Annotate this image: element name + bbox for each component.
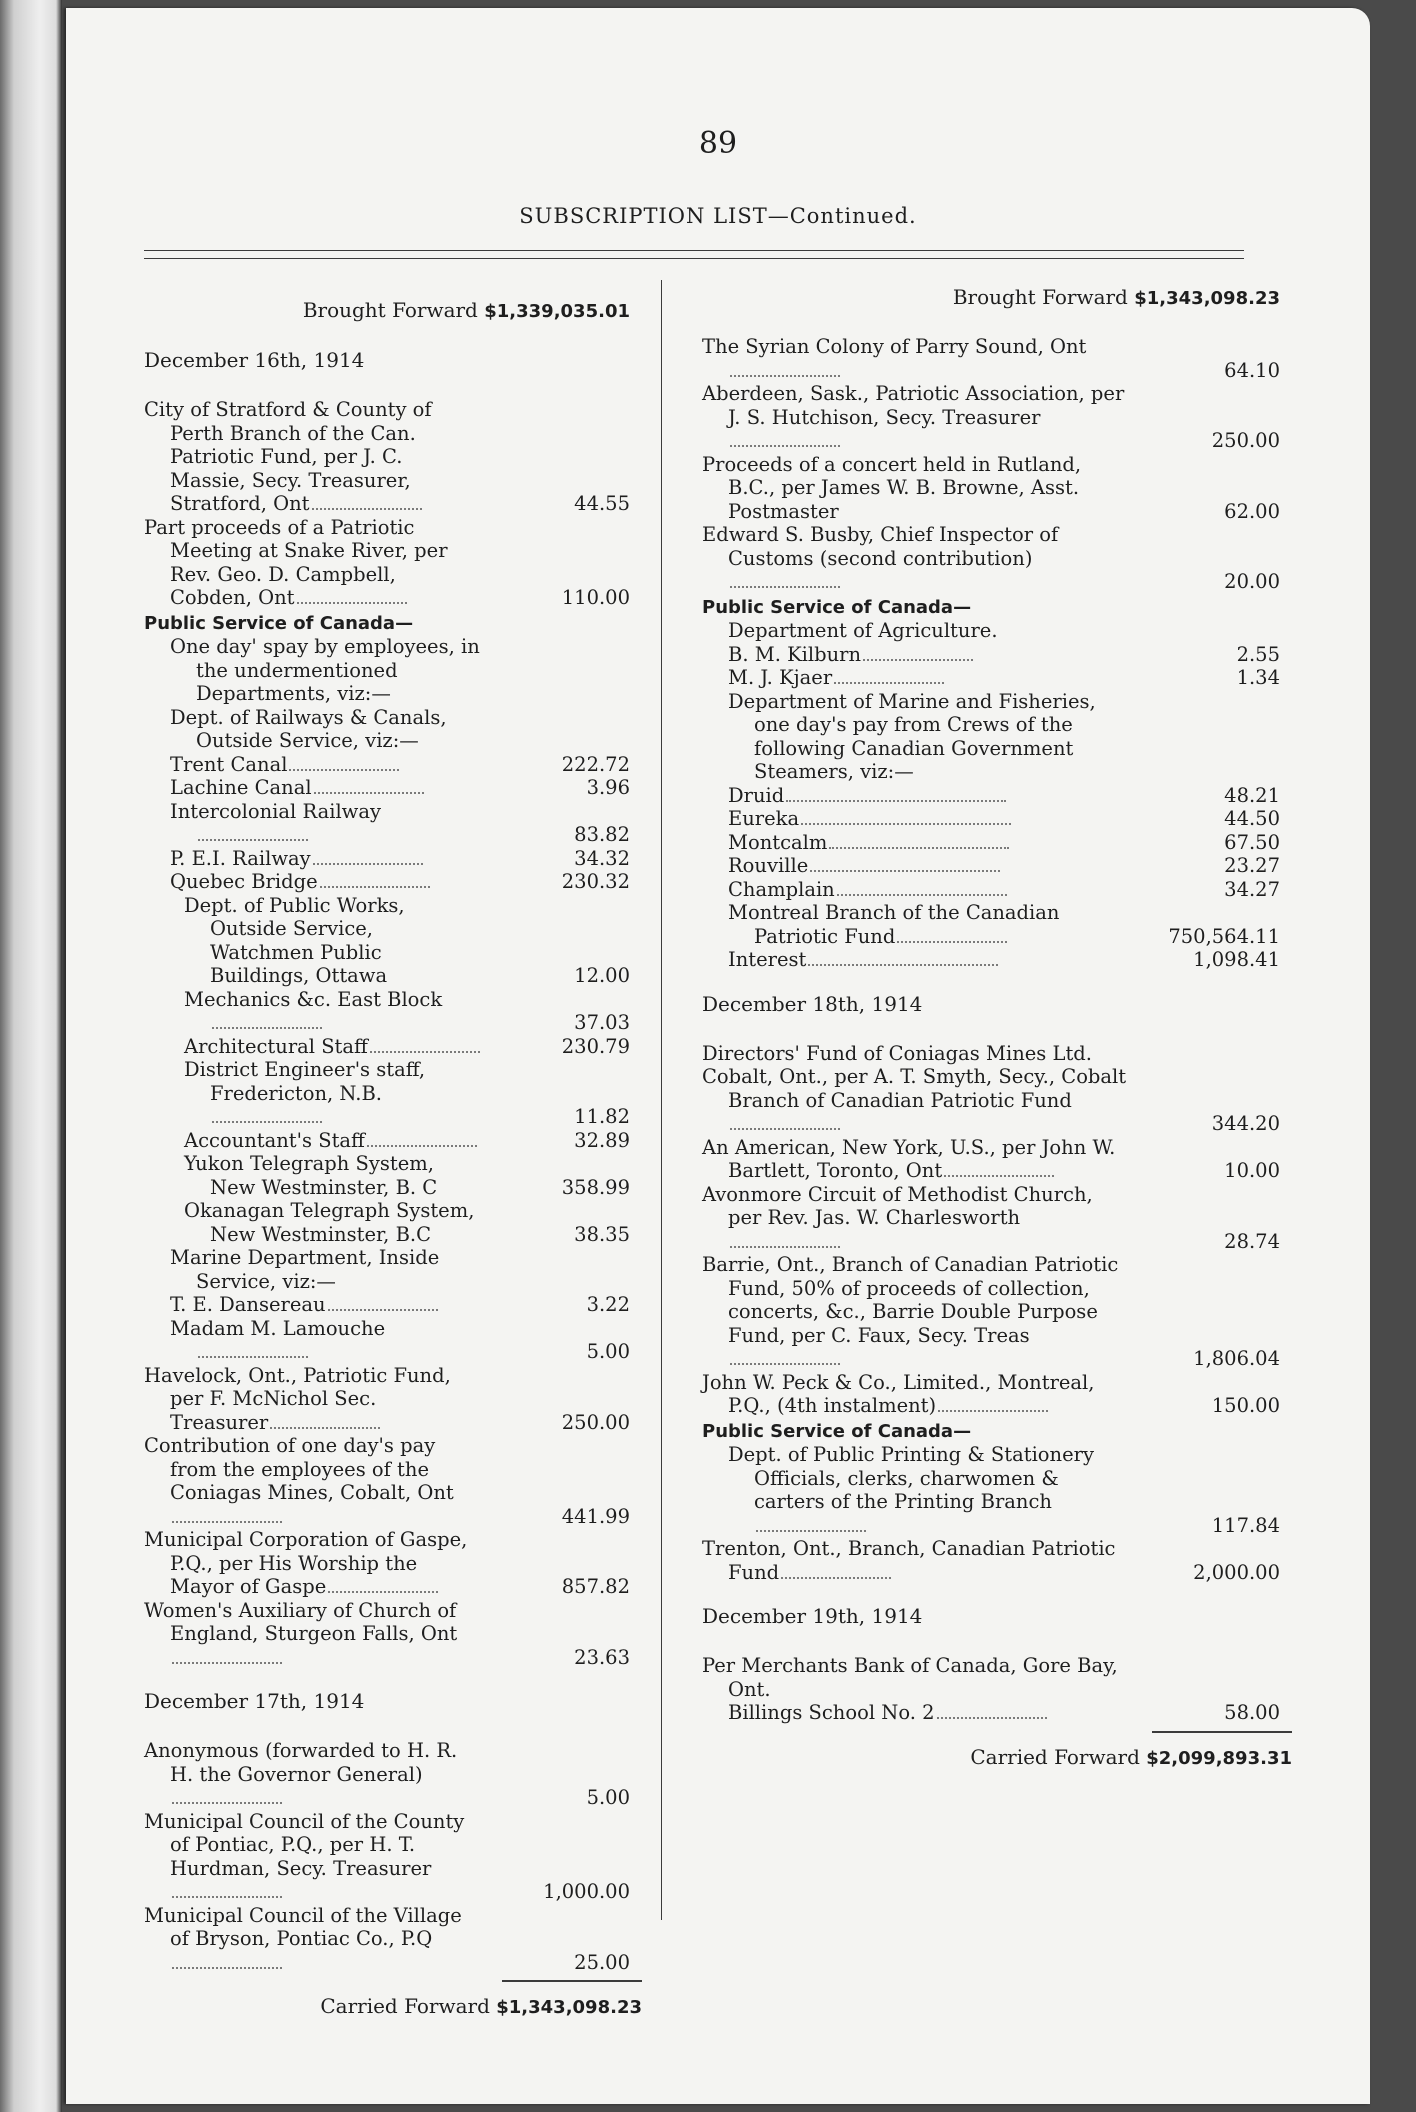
list-item: Municipal Council of the County of Pontiac, P.Q., per H. T. Hurdman, Secy. Treasurer 1,000.00: [144, 1809, 630, 1903]
list-item: Department of Agriculture.: [728, 619, 998, 642]
list-item: Municipal Council of the Village of Bryson, Pontiac Co., P.Q 25.00: [144, 1903, 630, 1974]
list-item: Barrie, Ont., Branch of Canadian Patriotic Fund, 50% of proceeds of collection, concerts, &c., Barrie Double Purpose Fund, per C. Faux, Secy. Treas 1,806.04: [702, 1253, 1280, 1370]
total-rule: [1152, 1731, 1292, 1733]
list-item: Dept. of Public Works, Outside Service, Watchmen Public Buildings, Ottawa 12.00: [184, 893, 630, 987]
list-item: Montreal Branch of the Canadian Patriotic Fund 750,564.11: [728, 901, 1280, 948]
list-item: Edward S. Busby, Chief Inspector of Customs (second contribution) 20.00: [702, 523, 1280, 593]
list-item: Proceeds of a concert held in Rutland, B.C., per James W. B. Browne, Asst. Postmaster 62.00: [702, 452, 1280, 523]
list-item: Eureka 44.50: [728, 807, 1280, 830]
list-item: Interest 1,098.41: [728, 948, 1280, 971]
list-item: B. M. Kilburn 2.55: [728, 642, 1280, 666]
list-item: Department of Marine and Fisheries, one day's pay from Crews of the following Canadian Government Steamers, viz:—: [728, 689, 1096, 783]
list-item: Intercolonial Railway 83.82: [170, 799, 630, 846]
list-item: Madam M. Lamouche 5.00: [170, 1316, 630, 1363]
list-item: An American, New York, U.S., per John W. Bartlett, Toronto, Ont 10.00: [702, 1135, 1280, 1182]
date-heading: December 17th, 1914: [144, 1689, 365, 1713]
carried-forward: Carried Forward $2,099,893.31: [970, 1744, 1292, 1769]
right-column: [702, 285, 1304, 1769]
list-item: Quebec Bridge 230.32: [170, 870, 630, 893]
list-item: City of Stratford & County of Perth Branch of the Can. Patriotic Fund, per J. C. Massie, Secy. Treasurer, Stratford, Ont 44.55: [144, 398, 630, 515]
facing-page-edge: [0, 0, 62, 2112]
list-item: Lachine Canal 3.96: [170, 776, 630, 799]
list-item: Montcalm 67.50: [728, 830, 1280, 854]
left-column: [144, 298, 654, 2018]
page-number: 89: [698, 126, 738, 161]
brought-forward: Brought Forward $1,343,098.23: [952, 285, 1280, 309]
list-item: P. E.I. Railway 34.32: [170, 846, 630, 870]
list-item: Dept. of Railways & Canals, Outside Service, viz:—: [170, 705, 447, 752]
top-rule-2: [144, 258, 1244, 259]
list-item: Accountant's Staff 32.89: [184, 1128, 630, 1152]
top-rule: [144, 250, 1244, 251]
list-item: Okanagan Telegraph System, New Westminster, B.C 38.35: [184, 1199, 630, 1246]
list-item: Avonmore Circuit of Methodist Church, per Rev. Jas. W. Charlesworth 28.74: [702, 1182, 1280, 1253]
list-item: Part proceeds of a Patriotic Meeting at Snake River, per Rev. Geo. D. Campbell, Cobden, Ont 110.00: [144, 515, 630, 609]
carried-forward: Carried Forward $1,343,098.23: [320, 1994, 642, 2018]
list-item: Champlain 34.27: [728, 877, 1280, 901]
date-heading: December 18th, 1914: [702, 991, 923, 1016]
list-item: Druid 48.21: [728, 783, 1280, 807]
list-item: John W. Peck & Co., Limited., Montreal, P.Q., (4th instalment) 150.00: [702, 1370, 1280, 1417]
total-rule: [502, 1980, 642, 1982]
column-divider: [661, 280, 662, 1920]
list-item: Mechanics &c. East Block 37.03: [184, 987, 630, 1034]
document-page: [66, 8, 1370, 2104]
list-item: Trenton, Ont., Branch, Canadian Patriotic Fund 2,000.00: [702, 1537, 1280, 1584]
list-item: Marine Department, Inside Service, viz:—: [170, 1246, 440, 1293]
list-item: Women's Auxiliary of Church of England, Sturgeon Falls, Ont 23.63: [144, 1598, 630, 1669]
list-item: Billings School No. 2 58.00: [728, 1701, 1280, 1724]
page-heading: SUBSCRIPTION LIST—Continued.: [519, 204, 917, 228]
list-item: Architectural Staff 230.79: [184, 1034, 630, 1058]
list-item: The Syrian Colony of Parry Sound, Ont 64.10: [702, 335, 1280, 382]
brought-forward: Brought Forward $1,339,035.01: [302, 298, 630, 322]
list-item: Yukon Telegraph System, New Westminster, B. C 358.99: [184, 1152, 630, 1199]
list-item: Trent Canal 222.72: [170, 752, 630, 776]
list-item: M. J. Kjaer 1.34: [728, 666, 1280, 689]
list-item: Contribution of one day's pay from the employees of the Coniagas Mines, Cobalt, Ont 441.99: [144, 1434, 630, 1528]
list-item: Aberdeen, Sask., Patriotic Association, per J. S. Hutchison, Secy. Treasurer 250.00: [702, 382, 1280, 452]
list-item: Rouville 23.27: [728, 854, 1280, 877]
list-item: Anonymous (forwarded to H. R. H. the Governor General) 5.00: [144, 1739, 630, 1809]
list-item: One day' spay by employees, in the undermentioned Departments, viz:—: [170, 635, 480, 705]
list-item: Havelock, Ont., Patriotic Fund, per F. McNichol Sec. Treasurer 250.00: [144, 1363, 630, 1434]
date-heading: December 19th, 1914: [702, 1604, 923, 1628]
list-item: Per Merchants Bank of Canada, Gore Bay, Ont.: [702, 1654, 1118, 1701]
list-item: Municipal Corporation of Gaspe, P.Q., per His Worship the Mayor of Gaspe 857.82: [144, 1528, 630, 1598]
list-item: T. E. Dansereau 3.22: [170, 1293, 630, 1316]
date-heading: December 16th, 1914: [144, 348, 365, 372]
list-item: Directors' Fund of Coniagas Mines Ltd.: [702, 1041, 1092, 1065]
group-heading: Public Service of Canada—: [144, 612, 414, 634]
list-item: Cobalt, Ont., per A. T. Smyth, Secy., Cobalt Branch of Canadian Patriotic Fund 344.20: [702, 1065, 1280, 1135]
list-item: Dept. of Public Printing & Stationery Officials, clerks, charwomen & carters of the Printing Branch 117.84: [728, 1443, 1280, 1537]
group-heading: Public Service of Canada—: [702, 1420, 972, 1442]
list-item: District Engineer's staff, Fredericton, N.B. 11.82: [184, 1058, 630, 1128]
group-heading: Public Service of Canada—: [702, 596, 972, 618]
